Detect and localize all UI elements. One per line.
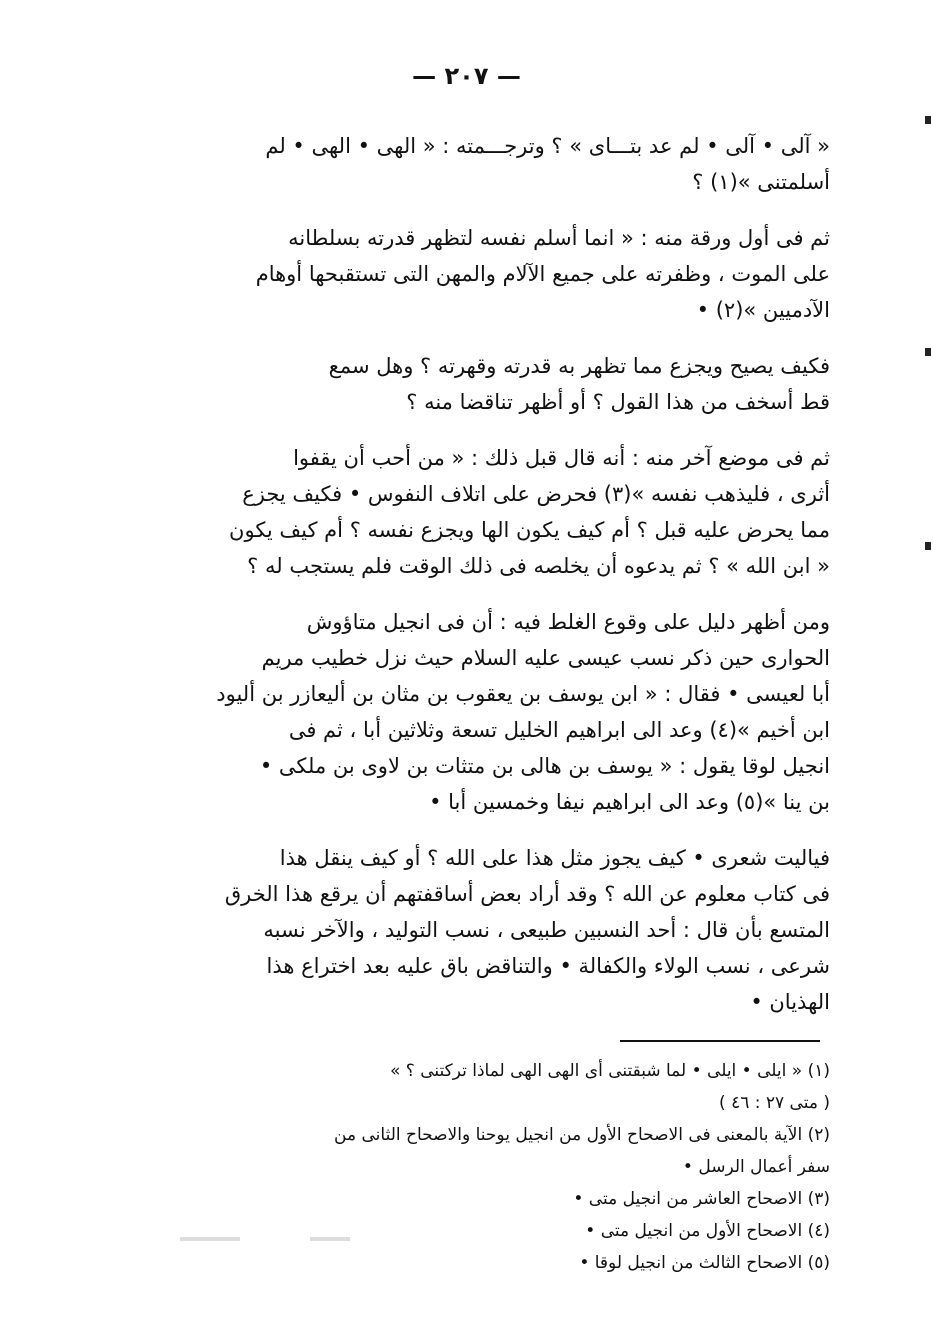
- paragraph: [150, 604, 830, 820]
- text-line: ابن أخيم »(٤) وعد الى ابراهيم الخليل تسعة وثلاثين أبا ، ثم فى: [288, 718, 830, 742]
- text-line: الهذيان •: [750, 990, 830, 1014]
- paragraph: [150, 840, 830, 1020]
- footnote-separator: [620, 1040, 820, 1042]
- paragraph: [150, 348, 830, 420]
- paragraph: [150, 440, 830, 584]
- margin-mark: [925, 542, 931, 550]
- text-line: انجيل لوقا يقول : « يوسف بن هالى بن متثات بن لاوى بن ملكى •: [259, 754, 830, 778]
- text-line: أبا لعيسى • فقال : « ابن يوسف بن يعقوب بن مثان بن أليعازر بن أليود: [216, 682, 830, 706]
- text-line: الآدميين »(٢) •: [696, 298, 830, 322]
- footnote-line: (٢) الآية بالمعنى فى الاصحاح الأول من انجيل يوحنا والاصحاح الثانى من: [334, 1125, 830, 1145]
- footnote-line: (٣) الاصحاح العاشر من انجيل متى •: [573, 1189, 830, 1209]
- footnotes: [150, 1055, 830, 1279]
- margin-mark: [925, 348, 931, 356]
- text-line: « آلى • آلى • لم عد بتـــاى » ؟ وترجـــمته : « الهى • الهى • لم: [265, 134, 830, 158]
- footnote-line: سفر أعمال الرسل •: [682, 1157, 830, 1177]
- margin-mark: [925, 116, 931, 124]
- page-number: — ٢٠٧ —: [412, 62, 521, 90]
- text-line: شرعى ، نسب الولاء والكفالة • والتناقض باق عليه بعد اختراع هذا: [266, 954, 830, 978]
- text-line: أسلمتنى »(١) ؟: [692, 170, 830, 194]
- text-line: « ابن الله » ؟ ثم يدعوه أن يخلصه فى ذلك الوقت فلم يستجب له ؟: [247, 554, 830, 578]
- text-line: أثرى ، فليذهب نفسه »(٣) فحرض على اتلاف النفوس • فكيف يجزع: [242, 482, 830, 506]
- text-line: ثم فى موضع آخر منه : أنه قال قبل ذلك : « من أحب أن يقفوا: [293, 446, 830, 470]
- text-line: فياليت شعرى • كيف يجوز مثل هذا على الله ؟ أو كيف ينقل هذا: [279, 846, 830, 870]
- footnote-line: (١) « ايلى • ايلى • لما شبقتنى أى الهى الهى لماذا تركتنى ؟ »: [389, 1061, 830, 1081]
- text-line: ومن أظهر دليل على وقوع الغلط فيه : أن فى انجيل متاؤوش: [306, 610, 830, 634]
- text-line: على الموت ، وظفرته على جميع الآلام والمهن التى تستقبحها أوهام: [255, 262, 830, 286]
- text-line: فى كتاب معلوم عن الله ؟ وقد أراد بعض أساقفتهم أن يرقع هذا الخرق: [224, 882, 830, 906]
- footnote-line: ( متى ٢٧ : ٤٦ ): [719, 1093, 830, 1113]
- body-text: [150, 128, 830, 1040]
- scan-speck: [180, 1237, 240, 1241]
- text-line: الحوارى حين ذكر نسب عيسى عليه السلام حيث نزل خطيب مريم: [261, 646, 830, 670]
- footnote-line: (٥) الاصحاح الثالث من انجيل لوقا •: [579, 1253, 830, 1273]
- text-line: مما يحرض عليه قبل ؟ أم كيف يكون الها ويجزع نفسه ؟ أم كيف يكون: [229, 518, 830, 542]
- paragraph: [150, 220, 830, 328]
- text-line: بن ينا »(٥) وعد الى ابراهيم نيفا وخمسين أبا •: [429, 790, 830, 814]
- scan-speck: [310, 1237, 350, 1241]
- footnote-line: (٤) الاصحاح الأول من انجيل متى •: [585, 1221, 830, 1241]
- text-line: فكيف يصيح ويجزع مما تظهر به قدرته وقهرته ؟ وهل سمع: [328, 354, 830, 378]
- text-line: قط أسخف من هذا القول ؟ أو أظهر تناقضا منه ؟: [406, 390, 830, 414]
- text-line: ثم فى أول ورقة منه : « انما أسلم نفسه لتظهر قدرته بسلطانه: [288, 226, 830, 250]
- paragraph: [150, 128, 830, 200]
- text-line: المتسع بأن قال : أحد النسبين طبيعى ، نسب التوليد ، والآخر نسبه: [263, 918, 830, 942]
